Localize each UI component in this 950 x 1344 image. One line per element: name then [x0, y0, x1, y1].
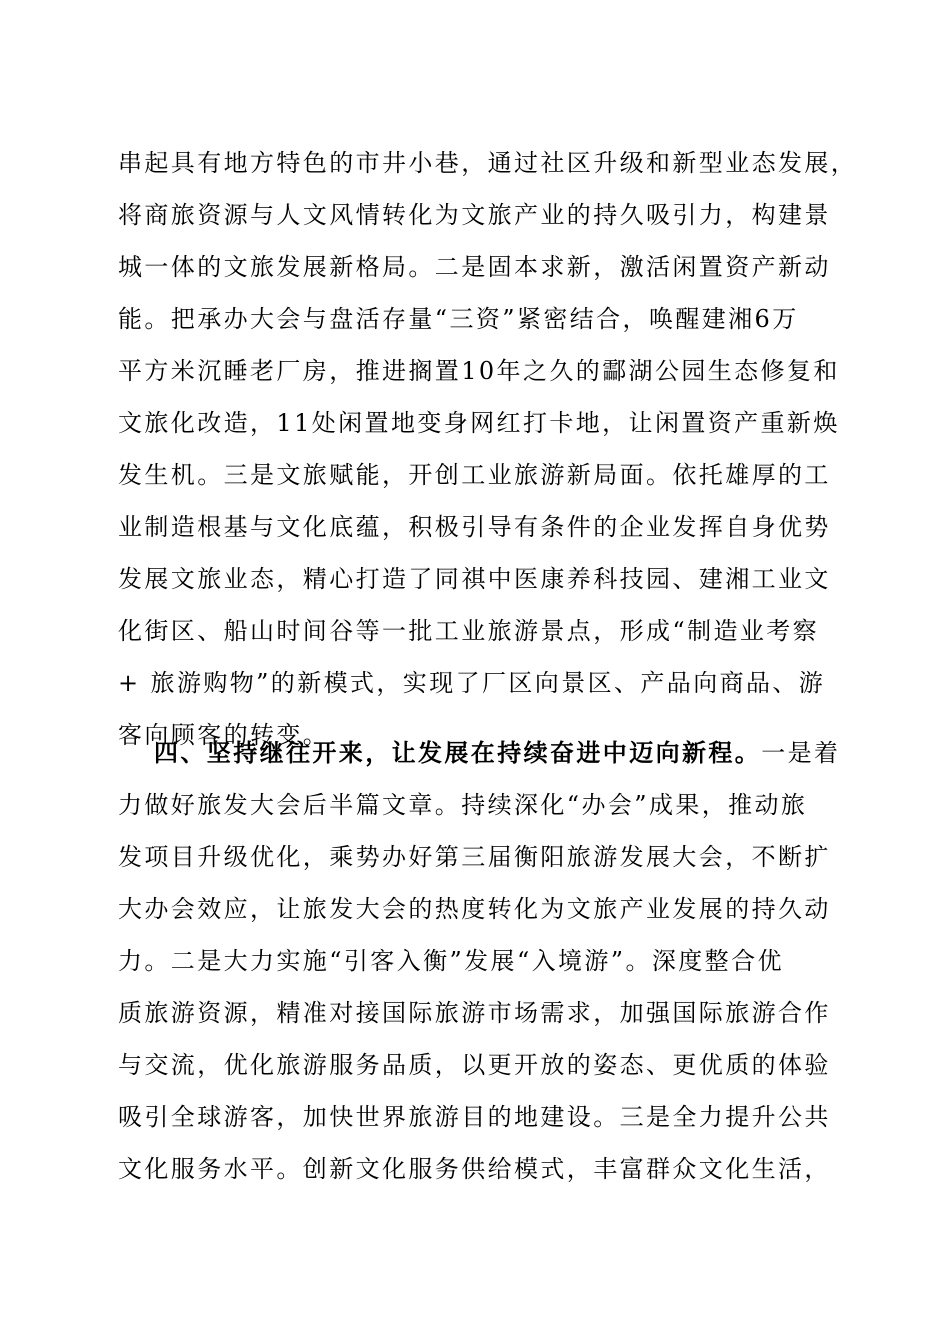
paragraph-line: 与交流，优化旅游服务品质，以更开放的姿态、更优质的体验	[118, 1051, 831, 1079]
paragraph-line: 化街区、船山时间谷等一批工业旅游景点，形成“制造业考察	[118, 617, 820, 645]
paragraph-line: 串起具有地方特色的市井小巷，通过社区升级和新型业态发展，	[118, 149, 858, 177]
paragraph-line: + 旅游购物”的新模式，实现了厂区向景区、产品向商品、游	[118, 669, 826, 697]
paragraph-first-line	[154, 727, 840, 779]
paragraph-line: 力。二是大力实施“引客入衡”发展“入境游”。深度整合优	[118, 947, 784, 975]
paragraph-line: 大办会效应，让旅发大会的热度转化为文旅产业发展的持久动	[118, 895, 831, 923]
paragraph-line: 客向顾客的转变。	[118, 721, 330, 749]
paragraph-line: 将商旅资源与人文风情转化为文旅产业的持久吸引力，构建景	[118, 201, 831, 229]
paragraph-line: 发生机。三是文旅赋能，开创工业旅游新局面。依托雄厚的工	[118, 461, 831, 489]
paragraph-line: 业制造根基与文化底蕴，积极引导有条件的企业发挥自身优势	[118, 513, 831, 541]
paragraph-line: 吸引全球游客，加快世界旅游目的地建设。三是全力提升公共	[118, 1103, 831, 1131]
heading-continuation: 一是着	[761, 739, 841, 767]
paragraph-line: 发项目升级优化，乘势办好第三届衡阳旅游发展大会，不断扩	[118, 843, 831, 871]
paragraph-line: 城一体的文旅发展新格局。二是固本求新，激活闲置资产新动	[118, 253, 831, 281]
paragraph-line: 文旅化改造，11处闲置地变身网红打卡地，让闲置资产重新焕	[118, 409, 840, 437]
section-heading: 四、坚持继往开来，让发展在持续奋进中迈向新程。	[154, 739, 762, 767]
paragraph-line: 发展文旅业态，精心打造了同祺中医康养科技园、建湘工业文	[118, 565, 831, 593]
paragraph-line: 力做好旅发大会后半篇文章。持续深化“办会”成果，推动旅	[118, 791, 808, 819]
paragraph-line: 文化服务水平。创新文化服务供给模式，丰富群众文化生活，	[118, 1155, 831, 1183]
paragraph-line: 质旅游资源，精准对接国际旅游市场需求，加强国际旅游合作	[118, 999, 831, 1027]
paragraph-line: 平方米沉睡老厂房，推进搁置10年之久的酃湖公园生态修复和	[118, 357, 840, 385]
paragraph-line: 能。把承办大会与盘活存量“三资”紧密结合，唤醒建湘6万	[118, 305, 799, 333]
